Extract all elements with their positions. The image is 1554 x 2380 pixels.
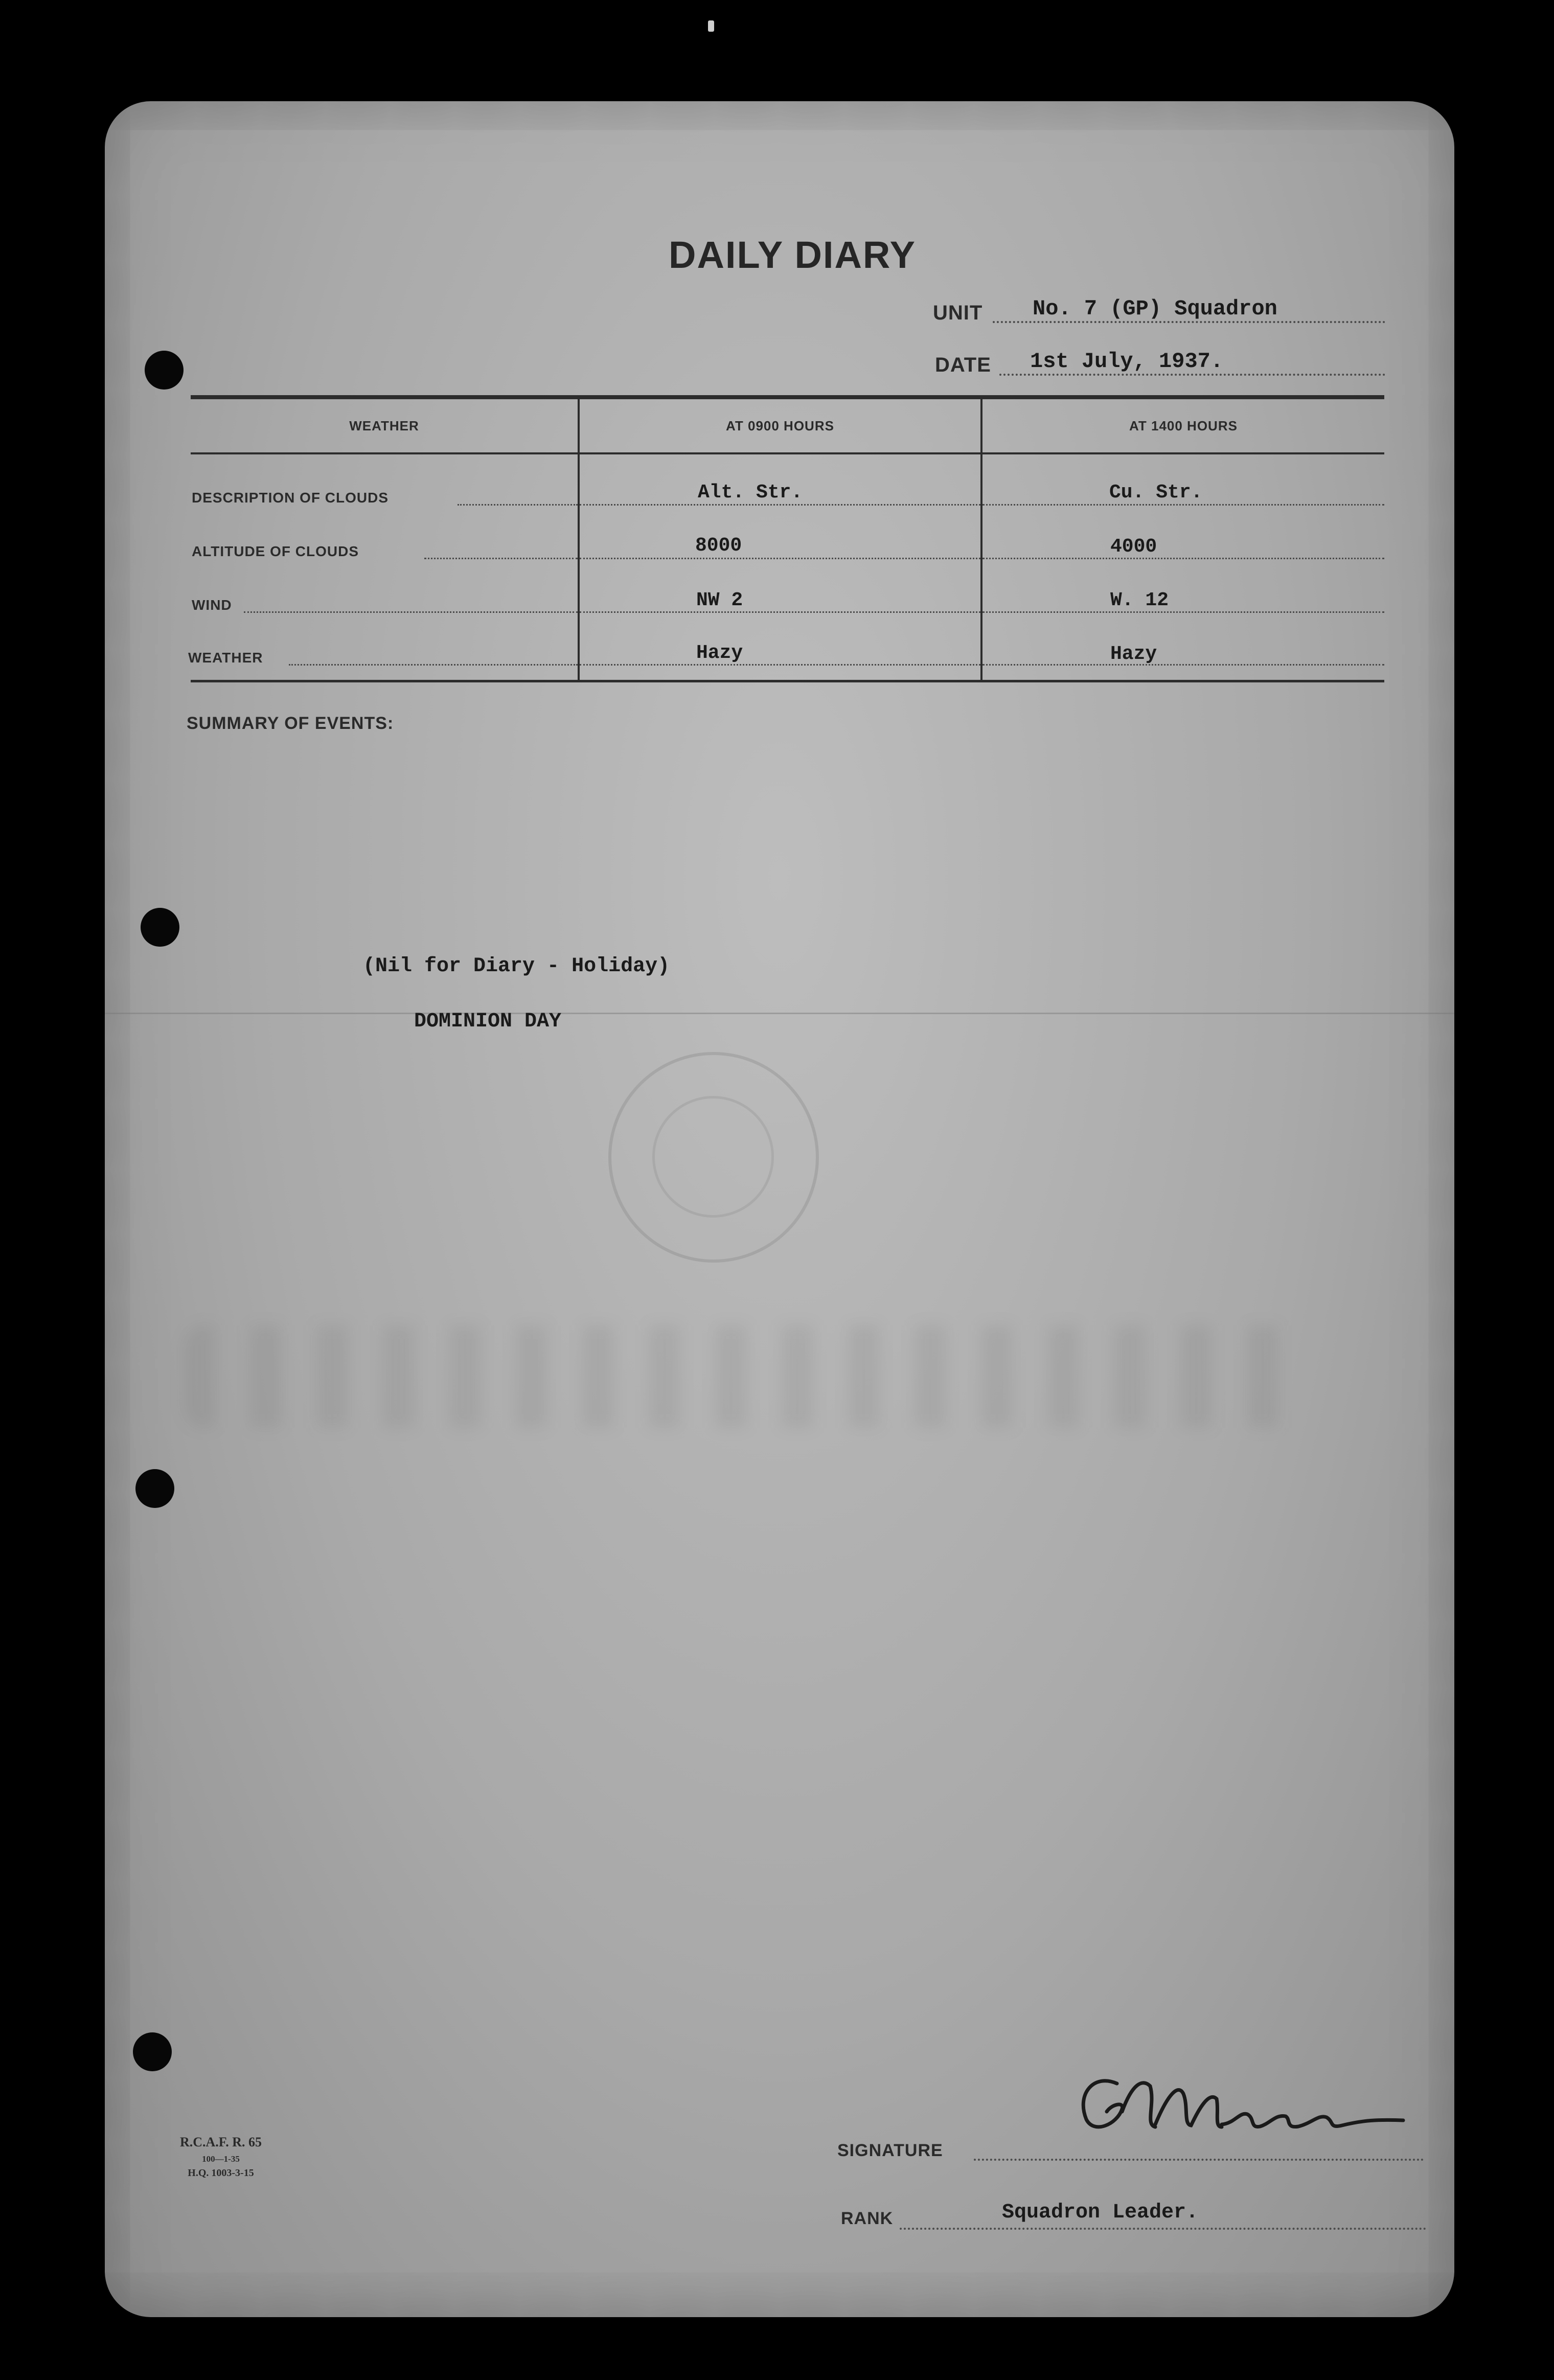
row-dots (580, 611, 980, 613)
form-code-line: R.C.A.F. R. 65 (179, 2135, 262, 2149)
cell-altitude-0900: 8000 (695, 535, 742, 557)
cell-clouds-0900: Alt. Str. (698, 482, 803, 504)
table-column-divider (980, 399, 982, 681)
table-top-rule (191, 395, 1384, 399)
row-dots (982, 558, 1384, 559)
table-header-rule (191, 452, 1384, 454)
fold-crease (105, 1013, 1454, 1014)
row-dots (982, 664, 1384, 666)
rank-label: RANK (841, 2209, 894, 2228)
rank-value: Squadron Leader. (1002, 2201, 1199, 2224)
row-dots (424, 558, 578, 559)
table-column-divider (578, 399, 580, 681)
row-dots (458, 504, 578, 506)
form-code (172, 2135, 269, 2179)
unit-label: UNIT (933, 302, 983, 324)
header-weather: WEATHER (349, 418, 419, 433)
punch-hole (133, 2032, 172, 2071)
handwritten-signature (1045, 2063, 1490, 2140)
row-dots (580, 558, 980, 559)
date-dotted-line (999, 374, 1385, 376)
faded-seal-watermark (608, 1052, 819, 1263)
signature-dotted-line (974, 2159, 1424, 2161)
reverse-side-bleed (184, 1325, 1309, 1428)
cell-weather-0900: Hazy (696, 642, 743, 664)
row-dots (244, 611, 578, 613)
form-code-line: 100—1-35 (202, 2154, 240, 2164)
film-speck (708, 20, 714, 32)
summary-line: DOMINION DAY (414, 1010, 562, 1033)
form-code-line: H.Q. 1003-3-15 (188, 2167, 254, 2179)
date-value: 1st July, 1937. (1030, 349, 1224, 374)
punch-hole (141, 908, 179, 947)
row-dots (580, 504, 980, 506)
cell-altitude-1400: 4000 (1110, 536, 1157, 558)
row-dots (982, 611, 1384, 613)
punch-hole (135, 1469, 174, 1508)
header-0900: AT 0900 HOURS (726, 418, 834, 433)
unit-value: No. 7 (GP) Squadron (1033, 296, 1277, 321)
diary-sheet (105, 101, 1454, 2317)
rank-dotted-line (900, 2228, 1426, 2230)
header-1400: AT 1400 HOURS (1129, 418, 1238, 433)
signature-label: SIGNATURE (837, 2141, 943, 2160)
row-dots (982, 504, 1384, 506)
row-dots (289, 664, 578, 666)
row-label-description-of-clouds: DESCRIPTION OF CLOUDS (192, 490, 389, 506)
cell-wind-1400: W. 12 (1110, 589, 1169, 611)
punch-hole (145, 351, 184, 390)
date-label: DATE (935, 354, 991, 376)
row-dots (580, 664, 980, 666)
cell-weather-1400: Hazy (1110, 643, 1157, 665)
row-label-weather: WEATHER (188, 650, 263, 666)
page-title: DAILY DIARY (669, 234, 916, 276)
cell-clouds-1400: Cu. Str. (1109, 482, 1203, 504)
cell-wind-0900: NW 2 (696, 589, 743, 611)
table-bottom-rule (191, 680, 1384, 682)
unit-dotted-line (993, 321, 1385, 323)
row-label-wind: WIND (192, 597, 232, 613)
row-label-altitude-of-clouds: ALTITUDE OF CLOUDS (192, 543, 359, 559)
summary-label: SUMMARY OF EVENTS: (187, 714, 394, 733)
summary-line: (Nil for Diary - Holiday) (363, 955, 670, 978)
